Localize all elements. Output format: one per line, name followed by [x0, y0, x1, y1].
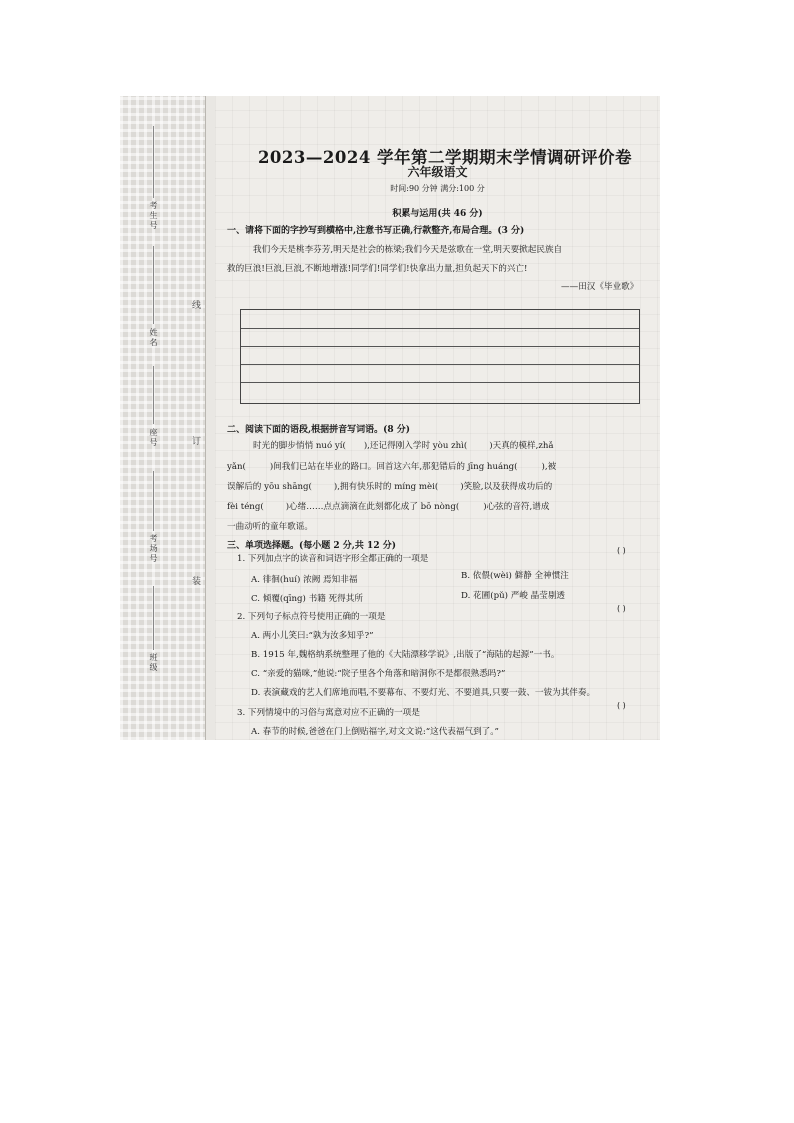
- pinyin-blank-mingmei[interactable]: ),拥有快乐时的 míng mèi(: [333, 482, 439, 492]
- section2-line4-tail: )心弦的音符,谱成: [483, 502, 550, 512]
- pinyin-blank-feiteng[interactable]: fèi téng(: [227, 502, 264, 512]
- section3-heading: 三、单项选择题。(每小题 2 分,共 12 分): [227, 541, 396, 551]
- section1-passage-line1: 我们今天是桃李芬芳,明天是社会的栋梁;我们今天是弦歌在一堂,明天要掀起民族自: [253, 245, 563, 255]
- paper-body: [215, 96, 660, 740]
- exam-subtitle: 六年级语文: [407, 165, 468, 179]
- copy-writing-grid[interactable]: [240, 309, 640, 404]
- pinyin-blank-youshang[interactable]: 误解后的 yōu shāng(: [227, 482, 312, 492]
- section2-line2: [227, 460, 556, 472]
- section2-line4: [227, 500, 549, 512]
- writing-line: [241, 346, 639, 347]
- pinyin-blank-zhayan-end[interactable]: yǎn(: [227, 462, 246, 472]
- section1-heading: 一、请将下面的字抄写到横格中,注意书写正确,行款整齐,布局合理。(3 分): [227, 226, 525, 236]
- binding-margin: [120, 96, 205, 740]
- pinyin-blank-zhayan-start[interactable]: )天真的模样,zhǎ: [489, 441, 554, 451]
- q3-answer-bracket[interactable]: ( ): [617, 701, 626, 710]
- margin-label-room: 考场号: [149, 534, 158, 564]
- writing-line: [241, 328, 639, 329]
- q1-option-a[interactable]: A. 徘徊(huí) 浓阙 焉知非福: [251, 575, 358, 585]
- writing-line: [241, 364, 639, 365]
- section2-line1: [253, 439, 554, 451]
- margin-label-seat: 座号: [149, 428, 158, 448]
- q1-answer-bracket[interactable]: ( ): [617, 546, 626, 555]
- seal-mark-bind: 订: [192, 437, 202, 447]
- section2-line3: [227, 480, 552, 492]
- pinyin-blank-youzhi[interactable]: ),还记得刚入学时 yòu zhì(: [363, 441, 468, 451]
- section2-line5: 一曲动听的童年歌谣。: [227, 522, 313, 532]
- fill-line-seat: [153, 366, 154, 424]
- section2-heading: 二、阅读下面的语段,根据拼音写词语。(8 分): [227, 425, 411, 435]
- section1-source: ——田汉《毕业歌》: [561, 282, 639, 292]
- fill-line-class: [153, 586, 154, 650]
- q1-stem: 1. 下列加点字的读音和词语字形全都正确的一项是: [237, 554, 429, 564]
- part-heading: 积累与运用(共 46 分): [392, 209, 483, 219]
- margin-label-exam-number: 考生号: [149, 201, 158, 231]
- q2-option-b[interactable]: B. 1915 年,魏格纳系统整理了他的《大陆漂移学说》,出版了“海陆的起源”一书。: [251, 650, 560, 660]
- section2-line2-tail: ),被: [541, 462, 557, 472]
- q3-option-a[interactable]: A. 春节的时候,爸爸在门上倒贴福字,对文文说:“这代表福气到了。”: [251, 727, 499, 737]
- q2-option-c[interactable]: C. “亲爱的猫咪,”他说:“院子里各个角落和暗洞你不是都很熟悉吗?”: [251, 669, 506, 679]
- seal-mark-pack: 装: [192, 577, 202, 587]
- margin-label-name: 姓名: [149, 328, 158, 348]
- fill-line-name: [153, 246, 154, 324]
- margin-label-class: 班级: [149, 653, 158, 673]
- fill-line-room: [153, 471, 154, 531]
- q2-option-a[interactable]: A. 两小儿笑曰:“孰为汝多知乎?”: [251, 631, 374, 641]
- exam-title: 2023—2024 学年第二学期期末学情调研评价卷: [257, 148, 633, 167]
- section2-line3-tail: )笑脸,以及获得成功后的: [460, 482, 553, 492]
- pinyin-blank-bonong[interactable]: )心绪……点点滴滴在此刻都化成了 bō nòng(: [285, 502, 460, 512]
- q2-option-d[interactable]: D. 表演藏戏的艺人们席地而唱,不要幕布、不要灯光、不要道具,只要一鼓、一钹为其伴奏。: [251, 688, 596, 698]
- fill-line-exam-number: [153, 126, 154, 198]
- pinyin-blank-jinghuang[interactable]: )间我们已站在毕业的路口。回首这六年,那犯错后的 jīng huáng(: [269, 462, 518, 472]
- exam-meta: 时间:90 分钟 满分:100 分: [390, 184, 485, 193]
- q3-stem: 3. 下列情境中的习俗与寓意对应不正确的一项是: [237, 708, 420, 718]
- q2-answer-bracket[interactable]: ( ): [617, 604, 626, 613]
- q1-option-b[interactable]: B. 依偎(wèi) 僻静 全神惯注: [461, 571, 569, 581]
- binding-divider: [205, 96, 206, 740]
- q1-option-c[interactable]: C. 倾覆(qīng) 书籍 死得其所: [251, 594, 363, 604]
- pinyin-blank-nuoyi[interactable]: 时光的脚步悄悄 nuó yí(: [253, 441, 346, 451]
- seal-mark-line: 线: [192, 301, 202, 311]
- q2-stem: 2. 下列句子标点符号使用正确的一项是: [237, 612, 386, 622]
- exam-sheet: [120, 96, 660, 740]
- writing-line: [241, 382, 639, 383]
- q1-option-d[interactable]: D. 花圃(pǔ) 严峻 晶莹剔透: [461, 591, 566, 601]
- section1-passage-line2: 救的巨浪!巨浪,巨浪,不断地增涨!同学们!同学们!快拿出力量,担负起天下的兴亡!: [227, 264, 528, 274]
